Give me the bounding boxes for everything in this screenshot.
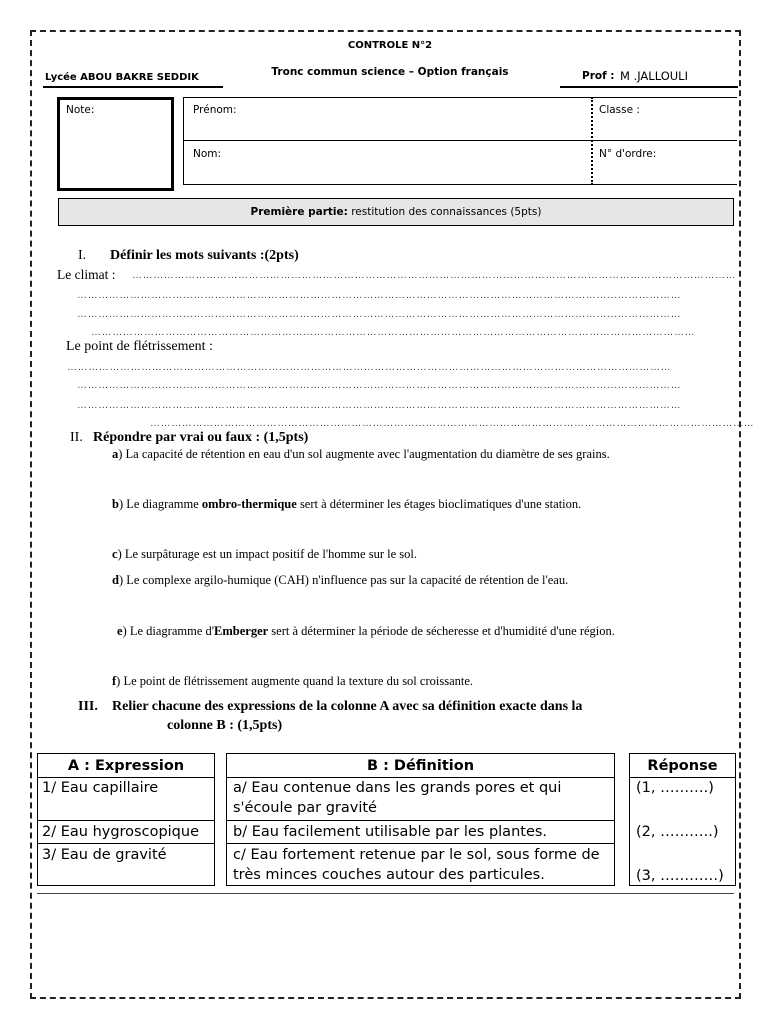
expression-cell: 3/ Eau de gravité <box>42 847 167 863</box>
header-definition: B : Définition <box>366 758 475 774</box>
info-divider <box>591 97 593 185</box>
part1-label: Première partie: <box>250 206 348 218</box>
reponse-cell[interactable]: (3, …………) <box>636 868 724 884</box>
exam-subtitle: Tronc commun science – Option français <box>271 66 509 78</box>
section1-numeral: I. <box>78 248 87 263</box>
ordre-field[interactable]: N° d'ordre: <box>599 148 657 160</box>
school-name: Lycée ABOU BAKRE SEDDIK <box>45 72 199 83</box>
answer-line[interactable]: ……………………………………………………………………………………………………………………………………………………… <box>77 400 682 411</box>
answer-line[interactable]: ……………………………………………………………………………………………………………………………………………………… <box>77 309 682 320</box>
table-rule <box>37 843 215 844</box>
expression-cell: 2/ Eau hygroscopique <box>42 824 200 840</box>
answer-line[interactable]: ……………………………………………………………………………………………………………………………………………………… <box>150 418 755 429</box>
exam-title: CONTROLE N°2 <box>347 40 433 51</box>
prenom-field[interactable]: Prénom: <box>193 104 237 116</box>
answer-line[interactable]: ……………………………………………………………………………………………………………………………………………………… <box>77 290 682 301</box>
table-rule <box>226 820 615 821</box>
prof-name: M .JALLOULI <box>620 69 688 83</box>
question-item: d) Le complexe argilo-humique (CAH) n'influence pas sur la capacité de rétention de l'eau. <box>112 573 569 587</box>
section3-title-line2: colonne B : (1,5pts) <box>167 718 283 733</box>
question-item: f) Le point de flétrissement augmente quand la texture du sol croissante. <box>112 674 474 688</box>
answer-line[interactable]: ……………………………………………………………………………………………………………………………………………………… <box>91 327 696 338</box>
table-rule <box>226 843 615 844</box>
table-rule <box>37 820 215 821</box>
question-item: c) Le surpâturage est un impact positif de l'homme sur le sol. <box>112 547 417 561</box>
classe-field[interactable]: Classe : <box>599 104 640 116</box>
climat-label: Le climat : <box>57 267 116 282</box>
section2-title: Répondre par vrai ou faux : (1,5pts) <box>93 430 309 445</box>
definition-cell: a/ Eau contenue dans les grands pores et qui s'écoule par gravité <box>233 780 562 816</box>
header-reponse: Réponse <box>647 758 718 774</box>
answer-line[interactable]: ……………………………………………………………………………………………………………………………………………………… <box>77 380 682 391</box>
info-left-border <box>183 97 184 185</box>
reponse-cell[interactable]: (1, ……….) <box>636 780 714 796</box>
definition-cell: c/ Eau fortement retenue par le sol, sous forme de très minces couches autour des particules. <box>233 847 600 883</box>
answer-line[interactable]: ……………………………………………………………………………………………………………………………………………………… <box>67 362 672 373</box>
nom-field[interactable]: Nom: <box>193 148 222 160</box>
reponse-cell[interactable]: (2, ………..) <box>636 824 719 840</box>
prof-label: Prof : <box>582 70 615 82</box>
note-label: Note: <box>66 104 95 116</box>
part1-banner <box>58 198 734 226</box>
answer-line[interactable]: ……………………………………………………………………………………………………………………………………………………… <box>132 270 737 281</box>
section3-numeral: III. <box>78 699 98 714</box>
definition-cell: b/ Eau facilement utilisable par les plantes. <box>233 824 548 840</box>
question-item: a) La capacité de rétention en eau d'un sol augmente avec l'augmentation du diamètre de ses grains. <box>112 447 610 461</box>
expression-cell: 1/ Eau capillaire <box>42 780 159 796</box>
question-item: e) Le diagramme d'Emberger sert à déterminer la période de sécheresse et d'humidité d'une région. <box>117 624 615 638</box>
prof-underline <box>560 86 738 88</box>
section3-title-line1: Relier chacune des expressions de la colonne A avec sa définition exacte dans la <box>112 699 583 714</box>
question-item: b) Le diagramme ombro-thermique sert à déterminer les étages bioclimatiques d'une station. <box>112 497 582 511</box>
section2-numeral: II. <box>70 430 83 445</box>
part1-text: restitution des connaissances (5pts) <box>347 206 542 218</box>
info-mid-line <box>183 140 737 141</box>
fletrissement-label: Le point de flétrissement : <box>66 339 213 354</box>
info-top-line <box>183 97 737 98</box>
school-underline <box>43 86 223 88</box>
header-expression: A : Expression <box>67 758 185 774</box>
section-end-rule <box>37 893 734 894</box>
info-bottom-line <box>183 184 737 185</box>
section1-title: Définir les mots suivants :(2pts) <box>110 248 299 263</box>
